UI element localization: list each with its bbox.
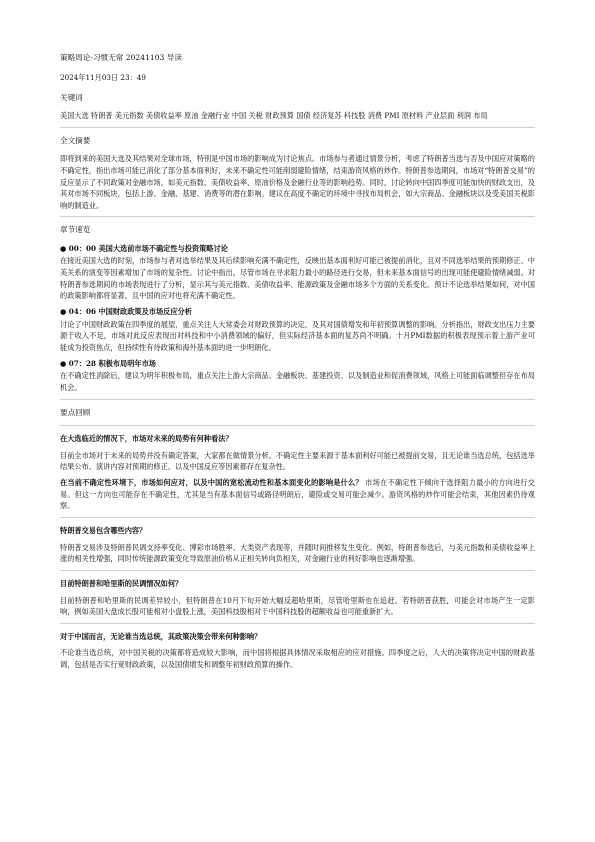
document-datetime: 2024年11月03日 23：49	[60, 73, 146, 83]
question: 特朗普交易包含哪些内容？	[60, 525, 147, 535]
question: 在大选临近的情况下，市场对未来的局势有何种看法？	[60, 433, 233, 443]
chapter-text: 在不确定性消除后，建议为明年积极布局，重点关注上游大宗商品、金融板块、基建投资、以及制造业和促消费领域，风格上可能面临调整但存在布局机会。	[60, 371, 535, 392]
answer: 目前全市场对于未来的局势并没有确定答案，大家都在做情景分析。不确定性主要来源于基本面利好可能已被提前交易，且无论谁当选总统，包括选举结果公布、演讲内容对预期的修正，以及中国反应等因素都存在复杂性。	[60, 450, 535, 472]
answer: 目前特朗普和哈里斯的民调差异较小，但特朗普在10月下旬开始大幅反超哈里斯，尽管哈里斯也在追赶。若特朗普获胜，可能会对市场产生一定影响，例如美国大盘成长股可能相对小盘股上涨，美国科技股相对于中国科技股的超额收益也可能重新扩大。	[60, 595, 535, 617]
document-title: 策略周论-习惯无常 20241103 导读	[60, 53, 182, 62]
divider	[60, 623, 535, 624]
answer: 不论谁当选总统，对中国关税的决策都将造成较大影响，而中国将根据具体情况采取相应的应对措施。四季度之后，人大的决策将决定中国的财政基调，包括是否实行宽财政政策，以及国债增发和调整年初财政预算的操作。	[60, 648, 535, 670]
summary-text: 即将到来的美国大选及其结果对全球市场，特别是中国市场的影响成为讨论焦点。市场参与者通过情景分析，考虑了特朗普当选与否及中国应对策略的不确定性，指出市场可能已消化了部分基本面利好，未来不确定性可能削弱避险情绪，结束游资风格的炒作。特朗普参选期间，市场对“特朗普交易”的反应显示了不同政策对金融市场，如美元指数、美债收益率、原油价格及金融行业等的影响趋势。同时，讨论转向中国四季度可能加快的财政支出，及其对市场不同板块，包括上游、金融、基建、消费等的潜在影响。建议在高度不确定的环境中寻找布局机会，如大宗商品、金融板块以及受美国关税影响的制造业。	[60, 154, 535, 210]
divider	[60, 517, 535, 518]
chapters-heading: 章节速览	[60, 225, 91, 235]
chapter-text: 在接近美国大选的时刻，市场参与者对选举结果及其后续影响充满不确定性，反映出基本面利好可能已被提前消化，且对不同选举结果的预期修正、中美关系的演变等因素增加了市场的复杂性。讨论中指出，尽管市场在寻求阻力最小的路径进行交易，但未来基本面信号的出现可能使避险情绪减弱。对特朗普参选期间的市场表现进行了分析，显示其与美元指数、美债收益率、能源政策及金融市场多个方面的关系变化。预计不论选举结果如何，对中国的政策影响都将显著，且中国的应对也将充满不确定性。	[60, 256, 535, 301]
chapter-text: 讨论了中国财政政策在四季度的展望，重点关注人大常委会对财政预算的决定，及其对国债增发和年初预算调整的影响。分析指出，财政支出压力主要源于收入不足，市场对此反应表现出对科技和中小消费领域的偏好，但实际经济基本面的复苏尚不明确。十月PMI数据的积极表现预示着上游产业可能成为投资焦点，但持续性有待政策和海外基本面的进一步明朗化。	[60, 319, 535, 353]
answer: 市场在不确定性下倾向于选择阻力最小的方向进行交易。但这一方向也可能存在不确定性，尤其是当有基本面信号或路径明朗后，避险或交易可能会减少。游资风格的炒作可能会结束，其他因素仍待观察。	[60, 477, 535, 511]
question: 对于中国而言，无论谁当选总统，其政策决策会带来何种影响？	[60, 631, 262, 641]
chapter-title: ● 04：06 中国财政政策及市场反应分析	[60, 307, 192, 317]
qa-heading: 要点回顾	[60, 407, 91, 417]
summary-heading: 全文摘要	[60, 135, 91, 145]
divider	[60, 127, 535, 128]
chapter-title: ● 00：00 美国大选前市场不确定性与投资策略讨论	[60, 243, 228, 253]
divider	[60, 216, 535, 217]
divider	[60, 570, 535, 571]
keywords-heading: 关键词	[60, 92, 83, 102]
keywords-text: 美国大选 特朗普 美元指数 美债收益率 原油 金融行业 中国 关税 财政预算 国债 经济复苏 科技股 消费 PMI 原材料 产业层面 利润 布局	[60, 111, 488, 121]
divider	[60, 425, 535, 426]
chapter-title: ● 07：28 积极布局明年市场	[60, 358, 156, 368]
question: 在当前不确定性环境下，市场如何应对，以及中国的宽松流动性和基本面变化的影响是什么？	[60, 477, 363, 487]
question: 目前特朗普和哈里斯的民调情况如何？	[60, 578, 183, 588]
divider	[60, 399, 535, 400]
qa-inline-block	[60, 477, 535, 512]
answer: 特朗普交易涉及特朗普民调支持率变化、博彩市场胜率、大类资产表现等，并随时间推移发生变化。例如，特朗普参选后，与美元指数和美债收益率上涨的相关性增强，同时传统能源政策变化导致原油价格从正相关转向负相关，对金融行业的利好影响也逐渐增强。	[60, 542, 535, 564]
